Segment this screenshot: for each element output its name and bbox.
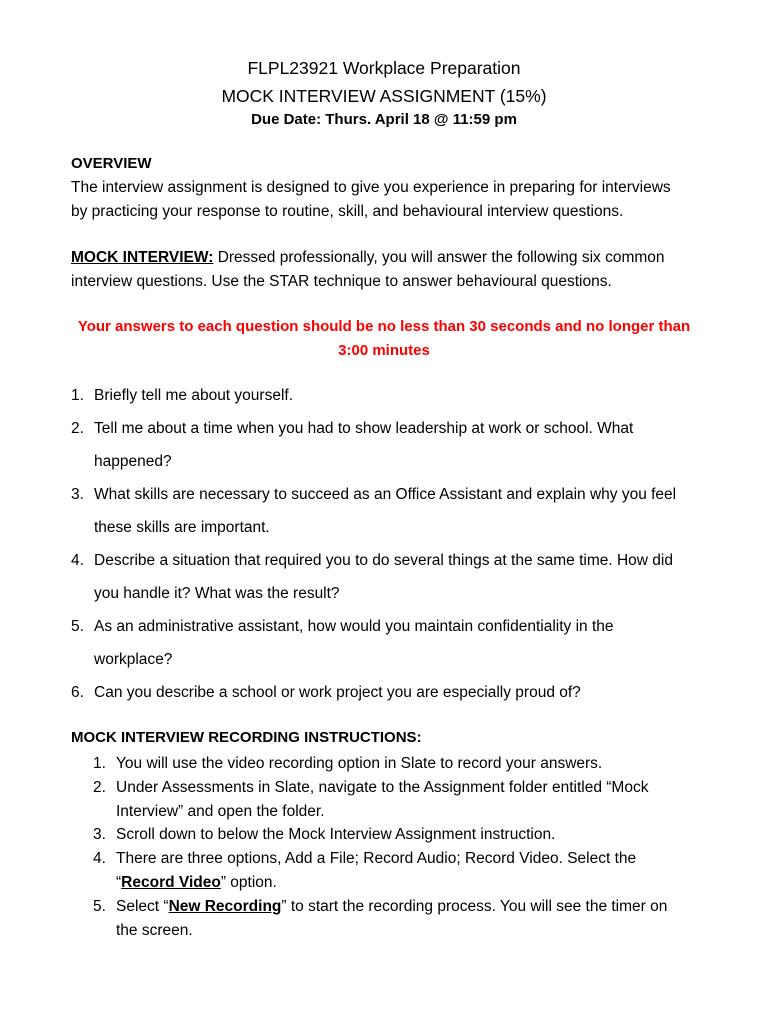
doc-title: FLPL23921 Workplace Preparation: [247, 58, 521, 78]
answer-length-requirement: [0, 315, 768, 363]
mock-interview-label: MOCK INTERVIEW:: [71, 249, 214, 266]
overview-line-2: by practicing your response to routine, skill, and behavioural interview questions.: [71, 203, 624, 220]
overview-heading: OVERVIEW: [71, 155, 152, 172]
step-text-continued: the screen.: [116, 921, 193, 939]
doc-subtitle: MOCK INTERVIEW ASSIGNMENT (15%): [221, 86, 547, 106]
question-number: 3.: [71, 486, 84, 503]
step-text: Under Assessments in Slate, navigate to the Assignment folder entitled “Mock: [116, 779, 649, 796]
step-number: 5.: [93, 898, 106, 915]
question-text: What skills are necessary to succeed as an Office Assistant and explain why you feel: [94, 486, 677, 503]
step-text: You will use the video recording option in Slate to record your answers.: [116, 755, 603, 772]
step-text: There are three options, Add a File; Record Audio; Record Video. Select the: [116, 850, 637, 867]
requirement-line-2: 3:00 minutes: [338, 342, 430, 359]
mock-interview-line-1: [71, 246, 711, 270]
step-text-suffix: ” option.: [220, 873, 277, 891]
question-text-continued: happened?: [94, 453, 172, 470]
mock-interview-paragraph: [71, 246, 711, 294]
step-number: 2.: [93, 779, 106, 796]
question-text-continued: workplace?: [94, 651, 173, 668]
question-text: Briefly tell me about yourself.: [94, 387, 294, 404]
step-number: 3.: [93, 826, 106, 843]
step-number: 1.: [93, 755, 106, 772]
step-text-prefix: “: [116, 873, 122, 891]
question-text-continued: you handle it? What was the result?: [94, 585, 340, 602]
question-text: Tell me about a time when you had to show leadership at work or school. What: [94, 420, 634, 437]
question-number: 6.: [71, 684, 84, 701]
question-text: Can you describe a school or work project you are especially proud of?: [94, 684, 581, 701]
record-video-option: Record Video: [121, 873, 221, 891]
step-text-continued: [116, 871, 277, 895]
overview-paragraph: [71, 176, 711, 224]
question-number: 5.: [71, 618, 84, 635]
question-number: 4.: [71, 552, 84, 569]
recording-instructions-heading: MOCK INTERVIEW RECORDING INSTRUCTIONS:: [71, 729, 422, 746]
step-text-prefix: Select “: [116, 898, 169, 915]
question-text-continued: these skills are important.: [94, 519, 270, 536]
question-text: As an administrative assistant, how would you maintain confidentiality in the: [94, 618, 614, 635]
step-text-suffix: ” to start the recording process. You will see the timer on: [281, 898, 668, 915]
overview-line-1: The interview assignment is designed to give you experience in preparing for interviews: [71, 179, 671, 196]
mock-interview-line-1-text: Dressed professionally, you will answer the following six common: [213, 249, 665, 266]
question-text: Describe a situation that required you to do several things at the same time. How did: [94, 552, 673, 569]
question-number: 1.: [71, 387, 84, 404]
step-text: [116, 895, 667, 919]
step-number: 4.: [93, 850, 106, 867]
new-recording-option: New Recording: [168, 898, 282, 915]
mock-interview-line-2: interview questions. Use the STAR technique to answer behavioural questions.: [71, 273, 612, 290]
due-date: Due Date: Thurs. April 18 @ 11:59 pm: [251, 111, 517, 128]
question-number: 2.: [71, 420, 84, 437]
step-text: Scroll down to below the Mock Interview Assignment instruction.: [116, 826, 556, 843]
requirement-line-1: Your answers to each question should be no less than 30 seconds and no longer than: [77, 318, 691, 335]
step-text-continued: Interview” and open the folder.: [116, 802, 325, 820]
